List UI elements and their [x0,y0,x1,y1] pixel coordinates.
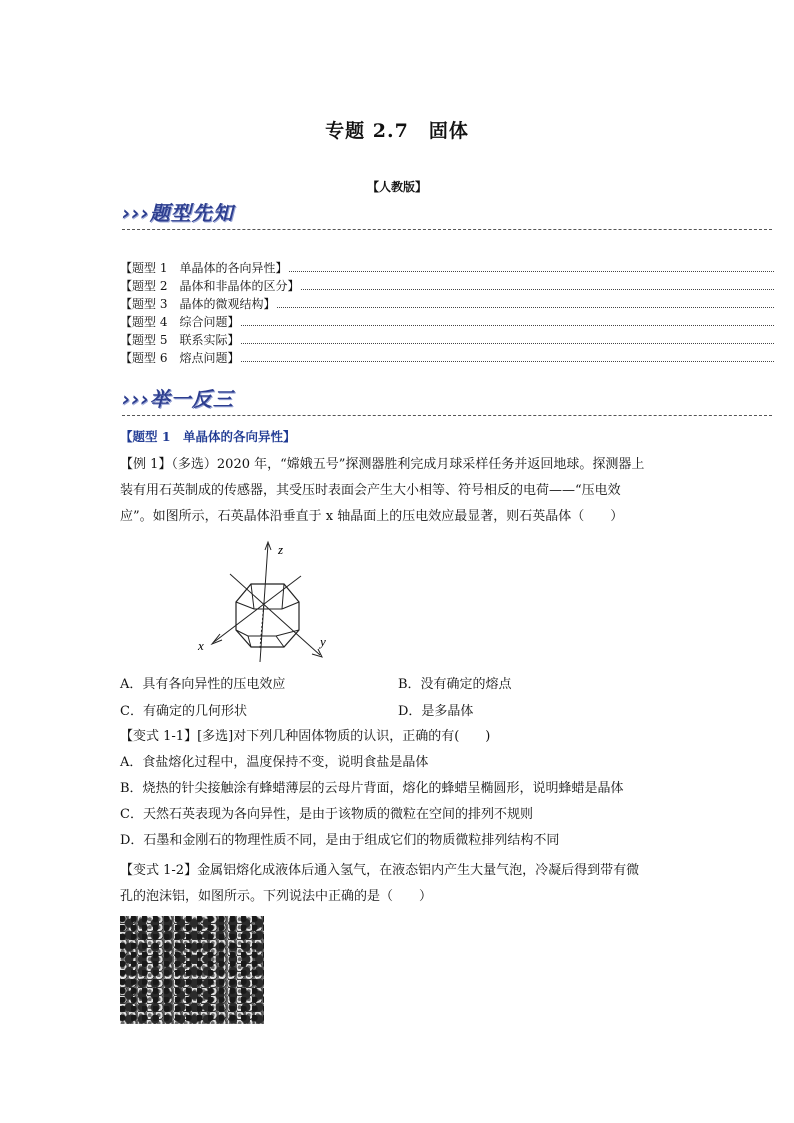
question-stem: 【变式 1-1】[多选]对下列几种固体物质的认识，正确的有( ) [120,729,491,744]
toc-leader [241,313,774,326]
toc-label: 【题型 1 单晶体的各向异性】 [120,261,288,275]
banner-type-preview [122,200,772,230]
option-d[interactable]: D．是多晶体 [398,704,474,719]
toc-item[interactable] [120,295,774,313]
foam-aluminum-photo [120,916,264,1024]
page-title: 专题 2.7 固体 [325,120,469,142]
variant-1-1 [120,724,720,854]
divider [122,229,772,230]
text-line: 应”。如图所示，石英晶体沿垂直于 x 轴晶面上的压电效应最显著，则石英晶体（ ） [120,509,624,524]
option-b[interactable]: B．烧热的针尖接触涂有蜂蜡薄层的云母片背面，熔化的蜂蜡呈椭圆形，说明蜂蜡是晶体 [120,781,624,796]
banner-text: ›››举一反三 [122,387,234,411]
toc-leader [241,331,774,344]
edition-label: 【人教版】 [366,180,427,194]
variant-1-2 [120,858,720,910]
toc-label: 【题型 6 熔点问题】 [120,351,240,365]
toc-item[interactable] [120,349,774,367]
axis-y-label: y [320,634,326,649]
toc-label: 【题型 5 联系实际】 [120,333,240,347]
banner-examples [122,386,772,416]
option-d[interactable]: D．石墨和金刚石的物理性质不同，是由于组成它们的物质微粒排列结构不同 [120,833,560,848]
toc-leader [277,295,774,308]
option-c[interactable]: C．有确定的几何形状 [120,704,247,719]
option-b[interactable]: B．没有确定的熔点 [398,677,512,692]
toc-item[interactable] [120,331,774,349]
text-line: 【例 1】（多选）2020 年，“嫦娥五号”探测器胜利完成月球采样任务并返回地球。探测器上 [120,457,645,472]
text-line: 装有用石英制成的传感器，其受压时表面会产生大小相等、符号相反的电荷——“压电效 [120,483,621,498]
banner-text: ›››题型先知 [122,201,234,225]
example-1-stem [120,452,680,530]
toc-item[interactable] [120,277,774,295]
axis-z-label: z [278,542,284,557]
text-line: 【变式 1-2】金属铝熔化成液体后通入氢气，在液态铝内产生大量气泡，冷凝后得到带有微 [120,863,640,878]
text-line: 孔的泡沫铝，如图所示。下列说法中正确的是（ ） [120,889,433,904]
toc-leader [289,259,774,272]
option-c[interactable]: C．天然石英表现为各向异性，是由于该物质的微粒在空间的排列不规则 [120,807,533,822]
divider [122,415,772,416]
option-a[interactable]: A．食盐熔化过程中，温度保持不变，说明食盐是晶体 [120,755,429,770]
toc-label: 【题型 3 晶体的微观结构】 [120,297,276,311]
toc-label: 【题型 4 综合问题】 [120,315,240,329]
toc-item[interactable] [120,259,774,277]
section-heading [120,424,680,451]
toc-item[interactable] [120,313,774,331]
option-a[interactable]: A．具有各向异性的压电效应 [120,677,286,692]
axis-x-label: x [198,638,204,653]
toc-leader [301,277,774,290]
quartz-crystal-figure [196,538,336,666]
table-of-contents [120,259,774,367]
toc-label: 【题型 2 晶体和非晶体的区分】 [120,279,300,293]
section-heading-label: 【题型 1 单晶体的各向异性】 [120,429,296,444]
toc-leader [241,349,774,362]
